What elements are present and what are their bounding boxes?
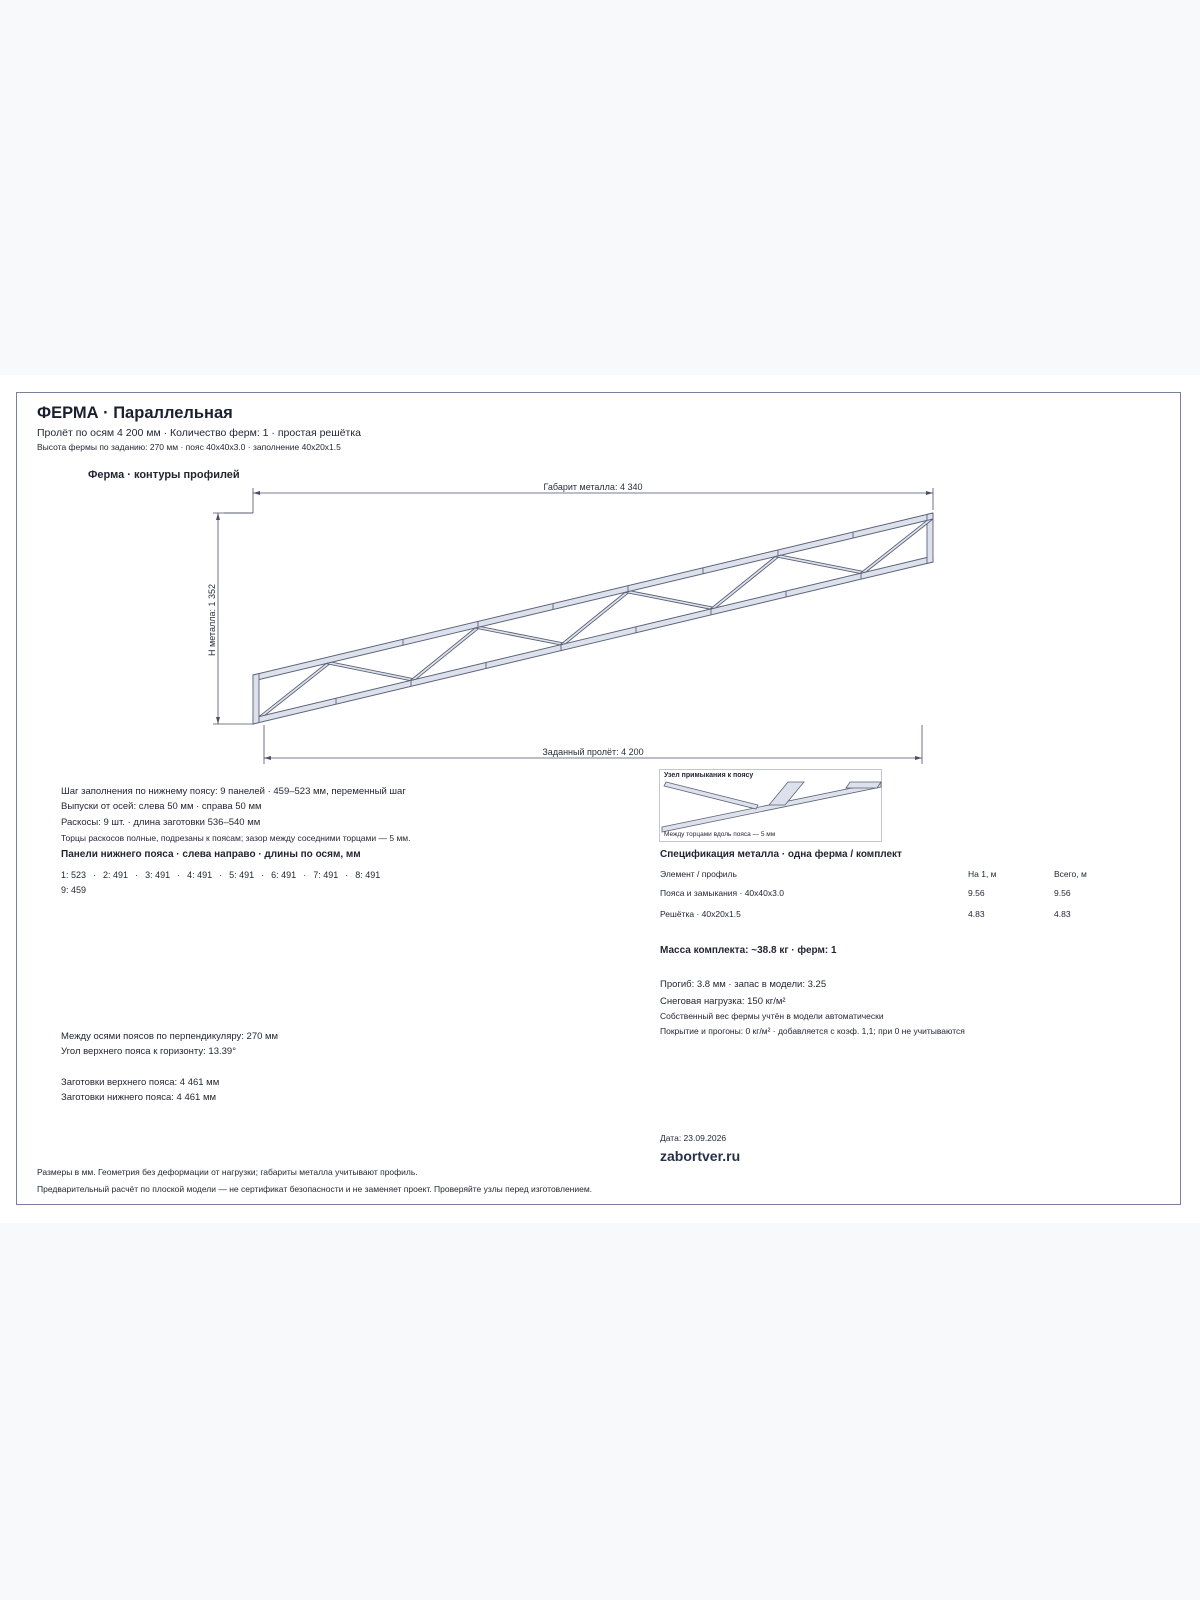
page-title: ФЕРМА · Параллельная xyxy=(37,404,233,422)
panel-length: 6: 491 xyxy=(271,870,297,880)
brace-ends-text: Торцы раскосов полные, подрезаны к поясам; зазор между соседними торцами — 5 мм. xyxy=(61,833,411,843)
spec-row-web-element: Решётка · 40x20x1.5 xyxy=(660,909,741,919)
panels-list: 1: 523 · 2: 491 · 3: 491 · 4: 491 · 5: 491 · 6: 491 · 7: 491 · 8: 491 9: 459 xyxy=(61,870,381,895)
roofing-text: Покрытие и прогоны: 0 кг/м² · добавляется с коэф. 1,1; при 0 не учитываются xyxy=(660,1026,965,1036)
overall-dim-label: Габарит металла: 4 340 xyxy=(543,482,643,492)
deflection-text: Прогиб: 3.8 мм · запас в модели: 3.25 xyxy=(660,979,827,990)
height-dim-label: Н металла: 1 352 xyxy=(207,584,217,656)
brand-logo-text: zabortver.ru xyxy=(660,1148,741,1164)
footer-note-dimensions: Размеры в мм. Геометрия без деформации от нагрузки; габариты металла учитывают профиль. xyxy=(37,1167,418,1177)
web-member-6 xyxy=(625,591,716,609)
panel-length: 9: 459 xyxy=(61,885,87,895)
spec-title: Спецификация металла · одна ферма / комплект xyxy=(660,849,902,860)
top-chord xyxy=(253,513,933,681)
bottom-blanks-text: Заготовки нижнего пояса: 4 461 мм xyxy=(61,1092,217,1103)
chord-distance-text: Между осями поясов по перпендикуляру: 270 мм xyxy=(61,1031,279,1042)
end-post-left xyxy=(253,674,259,724)
panel-length: 5: 491 xyxy=(229,870,255,880)
arrow xyxy=(264,756,271,760)
self-weight-text: Собственный вес фермы учтён в модели автоматически xyxy=(660,1011,884,1021)
panel-length: 4: 491 xyxy=(187,870,213,880)
kit-mass: Масса комплекта: ~38.8 кг · ферм: 1 xyxy=(660,945,837,956)
arrow xyxy=(915,756,922,760)
spec-col-total: Всего, м xyxy=(1054,869,1087,879)
spec-col-element: Элемент / профиль xyxy=(660,869,737,879)
footer-note-disclaimer: Предварительный расчёт по плоской модели — не сертификат безопасности и не заменяет проект. Проверяйте узлы перед изготовлением. xyxy=(37,1184,593,1194)
node-detail-box xyxy=(659,769,882,842)
web-member-8 xyxy=(775,555,866,573)
spec-col-per-one: На 1, м xyxy=(968,869,997,879)
spec-row-chords-per-one: 9.56 xyxy=(968,888,985,898)
spec-row-web-per-one: 4.83 xyxy=(968,909,985,919)
panel-length: 1: 523 xyxy=(61,870,87,880)
drawing-sheet xyxy=(0,375,1200,1223)
braces-text: Раскосы: 9 шт. · длина заготовки 536–540 мм xyxy=(61,817,261,828)
top-blanks-text: Заготовки верхнего пояса: 4 461 мм xyxy=(61,1077,220,1088)
node-detail-title: Узел примыкания к поясу xyxy=(664,772,754,779)
date-text: Дата: 23.09.2026 xyxy=(660,1133,727,1143)
offsets-text: Выпуски от осей: слева 50 мм · справа 50 мм xyxy=(61,801,262,812)
arrow xyxy=(216,717,220,724)
spec-row-web-total: 4.83 xyxy=(1054,909,1071,919)
span-dim-label: Заданный пролёт: 4 200 xyxy=(542,747,644,757)
drawing-title: Ферма · контуры профилей xyxy=(88,469,240,481)
web-member-2 xyxy=(326,662,416,680)
snow-load-text: Снеговая нагрузка: 150 кг/м² xyxy=(660,996,786,1007)
panel-length: 2: 491 xyxy=(103,870,129,880)
arrow xyxy=(253,491,260,495)
spec-row-chords-element: Пояса и замыкания · 40x40x3.0 xyxy=(660,888,784,898)
panels-title: Панели нижнего пояса · слева направо · длины по осям, мм xyxy=(61,849,361,860)
top-angle-text: Угол верхнего пояса к горизонту: 13.39° xyxy=(61,1046,236,1057)
page-subtitle: Пролёт по осям 4 200 мм · Количество ферм: 1 · простая решётка xyxy=(37,427,362,439)
panel-length: 3: 491 xyxy=(145,870,171,880)
arrow xyxy=(926,491,933,495)
node-detail-caption: Между торцами вдоль пояса — 5 мм xyxy=(664,831,776,838)
arrow xyxy=(216,513,220,520)
fill-step-text: Шаг заполнения по нижнему поясу: 9 панелей · 459–523 мм, переменный шаг xyxy=(61,786,406,797)
bottom-chord xyxy=(253,556,933,724)
web-member-4 xyxy=(475,627,566,645)
panel-length: 8: 491 xyxy=(355,870,381,880)
page-subtitle-secondary: Высота фермы по заданию: 270 мм · пояс 40x40x3.0 · заполнение 40x20x1.5 xyxy=(37,442,341,452)
panel-length: 7: 491 xyxy=(313,870,339,880)
spec-row-chords-total: 9.56 xyxy=(1054,888,1071,898)
